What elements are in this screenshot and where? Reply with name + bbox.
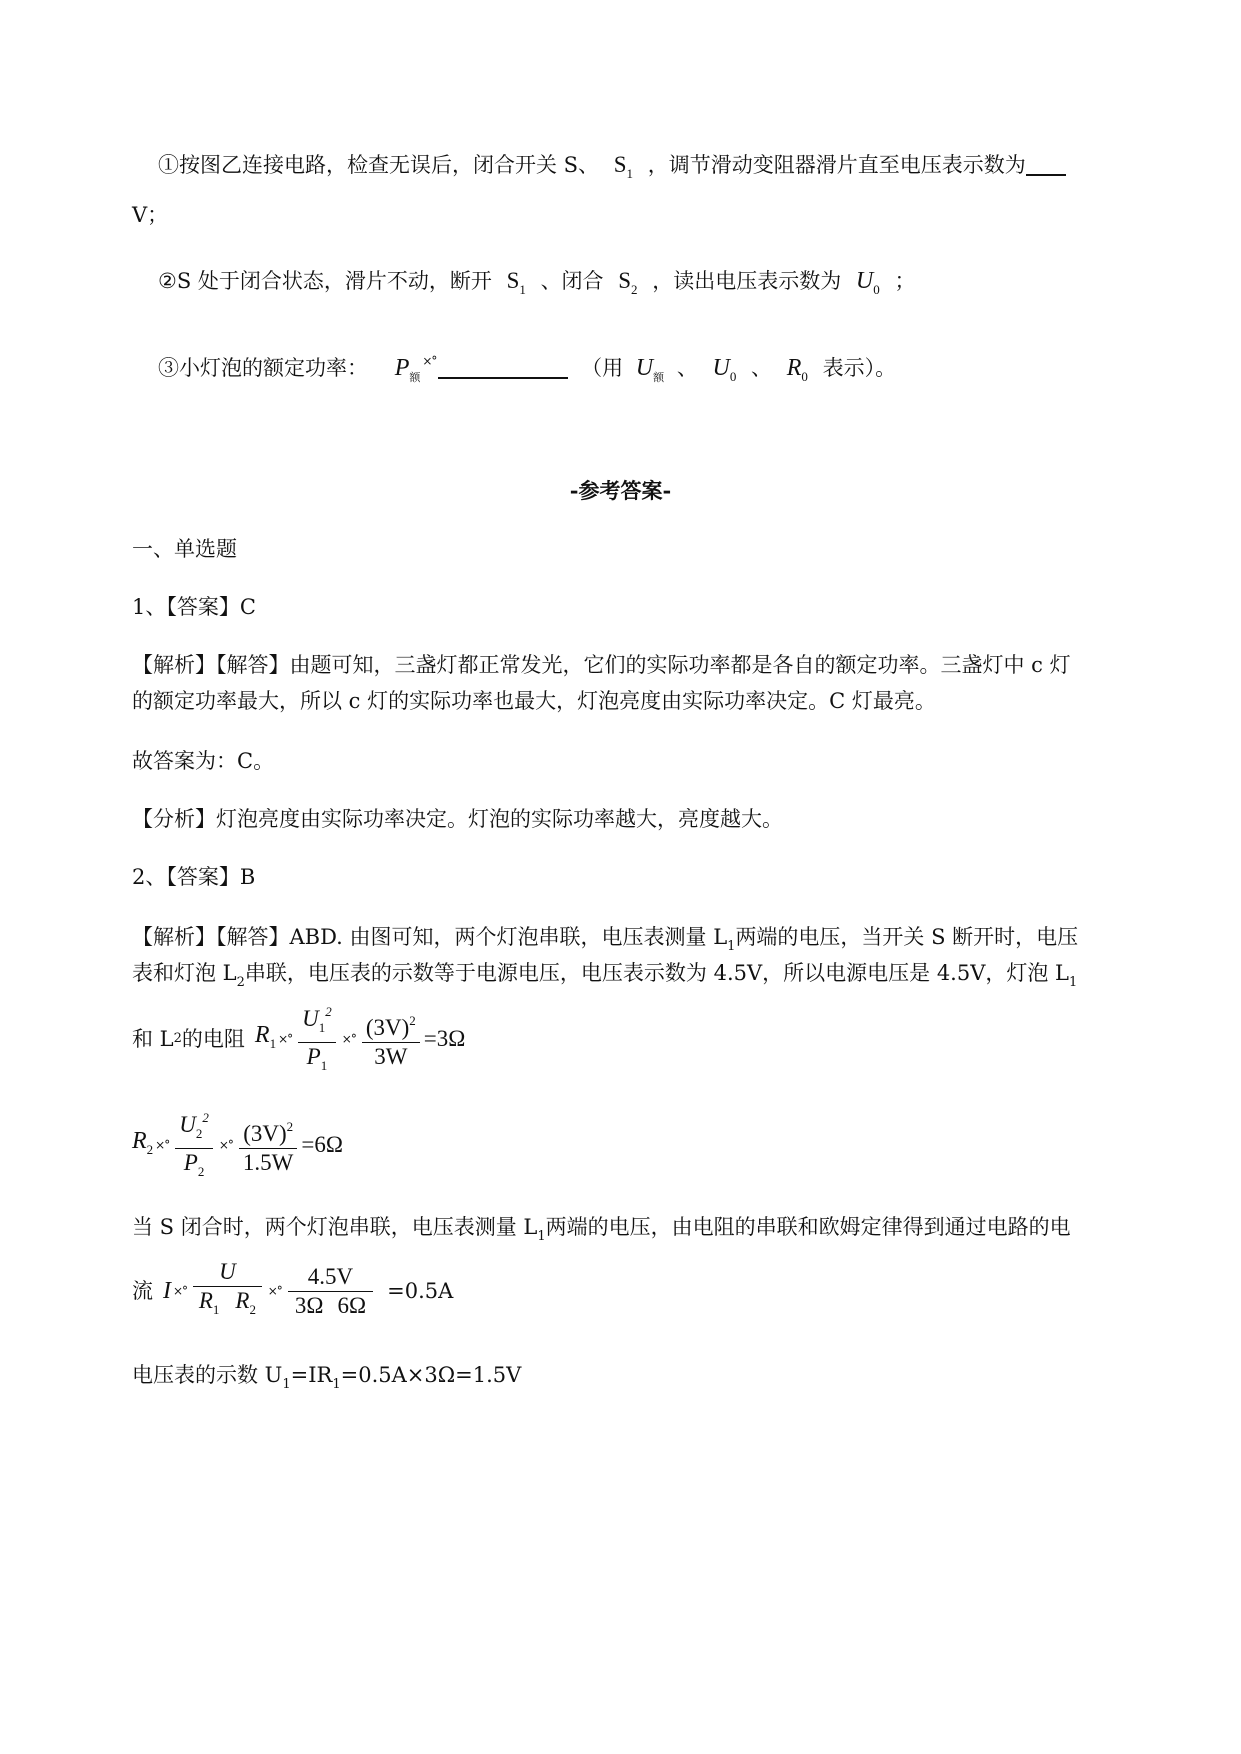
step-1-text: ①按图乙连接电路，检查无误后，闭合开关 S、 <box>158 153 600 177</box>
r1-fraction-2: $\frac{(3V)^2}{3W}$ <box>362 1007 420 1071</box>
q2-resistance-line: 和 L 2 的电阻 $R_1$ ×° $\frac{U_1^2}{P_1}$ ×° $\frac{(3V)^2}{3W}$ =3Ω <box>132 1004 465 1074</box>
r1-fraction-1: $\frac{U_1^2}{P_1}$ <box>298 998 336 1080</box>
r1-result: =3Ω <box>423 1026 466 1051</box>
switch-s2-symbol: $S_2$ <box>618 268 638 297</box>
step-2-text: ②S 处于闭合状态，滑片不动，断开 <box>158 269 492 293</box>
rated-voltage-symbol: $U_额$ <box>635 355 665 384</box>
equals-glyph: ×° <box>218 1138 233 1152</box>
answer-blank-power[interactable] <box>438 355 568 379</box>
separator: 、 <box>676 356 698 380</box>
current-fraction-2: $\frac{4.5V}{3\Omega 6\Omega}$ <box>288 1263 373 1320</box>
voltage-u0-symbol: $U_0$ <box>712 355 737 384</box>
voltage-u0-symbol: $U_0$ <box>855 268 880 297</box>
q2-current-line: 流 I ×° $\frac{U}{R_1 R_2}$ ×° $\frac{4.5V}{3\Omega 6\Omega}$ =0.5A <box>132 1256 453 1326</box>
step-3-line <box>158 346 896 393</box>
step-1-line <box>158 150 1066 189</box>
r1-symbol: $R_1$ <box>254 1021 277 1051</box>
section-heading: 一、单选题 <box>132 537 237 561</box>
r2-symbol: $R_2$ <box>132 1127 154 1157</box>
equals-glyph: ×° <box>173 1284 188 1298</box>
equals-glyph: ×° <box>267 1284 282 1298</box>
q1-answer: 1、【答案】C <box>132 595 256 619</box>
equals-glyph: ×° <box>155 1138 170 1152</box>
r2-fraction-1: $\frac{U_2^2}{P_2}$ <box>175 1104 213 1186</box>
step-1-tail: ，调节滑动变阻器滑片直至电压表示数为 <box>647 153 1026 177</box>
step-2-mid2: ，读出电压表示数为 <box>652 269 842 293</box>
step-3-close: 表示）。 <box>822 356 897 380</box>
step-2-tail: ； <box>894 269 916 293</box>
step-3-open: （用 <box>581 356 624 380</box>
equals-glyph: ×° <box>278 1032 293 1046</box>
step-2-line <box>158 266 915 305</box>
q1-analysis-line-2: 的额定功率最大，所以 c 灯的实际功率也最大，灯泡亮度由实际功率决定。C 灯最亮。 <box>132 689 936 713</box>
step-2-mid: 、闭合 <box>540 269 604 293</box>
answer-blank-voltage[interactable] <box>1026 152 1066 176</box>
r2-fraction-2: $\frac{(3V)^2}{1.5W}$ <box>239 1113 297 1177</box>
r2-result: =6Ω <box>301 1132 343 1157</box>
q1-note: 【分析】灯泡亮度由实际功率决定。灯泡的实际功率越大，亮度越大。 <box>132 807 783 831</box>
answer-key-title: -参考答案- <box>569 478 672 503</box>
q2-analysis-line-2: 表和灯泡 $L_2$串联，电压表的示数等于电源电压，电压表示数为 4.5V，所以电源电压是 4.5V，灯泡 $L_1$ <box>132 961 1078 990</box>
q1-analysis-line-1: 【解析】【解答】由题可知，三盏灯都正常发光，它们的实际功率都是各自的额定功率。三盏灯中 c 灯 <box>132 653 1071 677</box>
q2-analysis-line-1: 【解析】【解答】ABD. 由图可知，两个灯泡串联，电压表测量 $L_1$两端的电压，当开关 S 断开时，电压 <box>132 925 1079 954</box>
q2-meter-reading: 电压表的示数 $U_1=IR_1=0.5A\times 3\Omega=1.5V$ <box>132 1363 522 1392</box>
resistor-r0-symbol: $R_0$ <box>786 355 808 384</box>
q2-r2-line <box>132 1110 343 1180</box>
q1-conclusion: 故答案为：C。 <box>132 749 275 773</box>
equals-glyph: ×° <box>422 354 437 368</box>
current-symbol: I <box>163 1278 171 1304</box>
separator: 、 <box>751 356 773 380</box>
q2-closed-line-1: 当 S 闭合时，两个灯泡串联，电压表测量 $L_1$两端的电压，由电阻的串联和欧姆定律得到通过电路的电 <box>132 1215 1071 1244</box>
power-symbol: $P_额$ <box>394 355 421 384</box>
step-1-wrap: V； <box>132 203 169 227</box>
switch-s1-symbol: $S_1$ <box>613 152 634 181</box>
equals-glyph: ×° <box>341 1032 356 1046</box>
current-fraction-1: $\frac{U}{R_1 R_2}$ <box>193 1258 262 1324</box>
switch-s1-symbol: $S_1$ <box>506 268 526 297</box>
current-result: =0.5A <box>387 1279 454 1303</box>
step-3-text: ③小灯泡的额定功率： <box>158 356 368 380</box>
q2-answer: 2、【答案】B <box>132 865 256 889</box>
